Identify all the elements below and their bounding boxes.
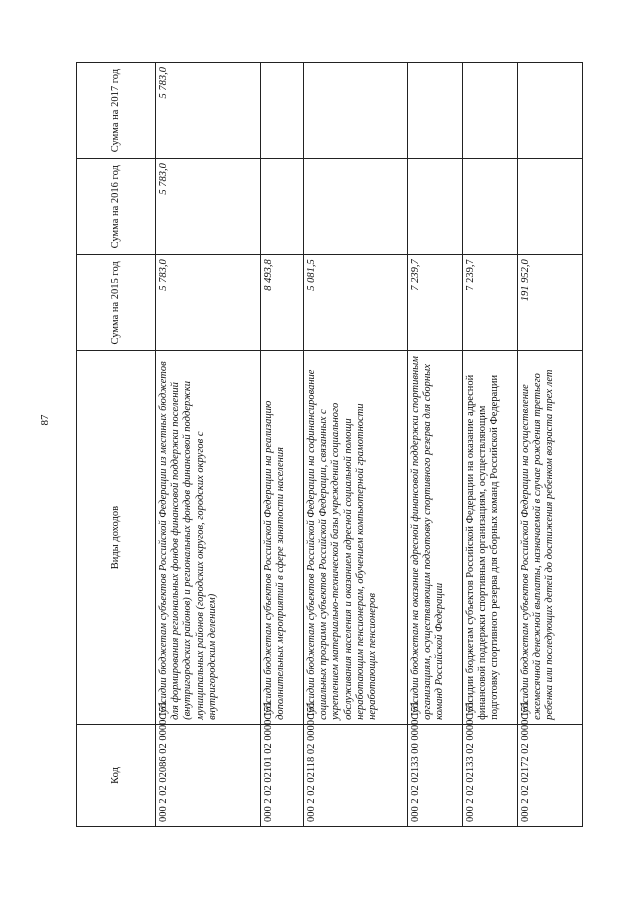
- page-number: 87: [39, 414, 51, 426]
- rotated-table-container: [76, 62, 556, 827]
- row-description: Субсидии бюджетам субъектов Российской Федерации на оказание адресной финансовой поддержки спортивным организациям, осуществляющим подготовку спортивного резерва для сборных команд Российской Федерации: [463, 351, 518, 724]
- row-sum-2017: [304, 63, 408, 159]
- header-description: Виды доходов: [77, 351, 156, 724]
- revenue-table: [76, 62, 583, 827]
- row-description: Субсидии бюджетам на оказание адресной финансовой поддержки спортивным организациям, осуществляющим подготовку спортивного резерва для сборных команд Российской Федерации: [408, 351, 463, 724]
- row-sum-2017: [408, 63, 463, 159]
- row-sum-2016: 5 783,0: [156, 159, 261, 255]
- row-sum-2015: 5 081,5: [304, 255, 408, 351]
- table-row: [518, 63, 583, 827]
- row-code: 000 2 02 02118 02 0000 151: [304, 724, 408, 826]
- row-code: 000 2 02 02133 00 0000 151: [408, 724, 463, 826]
- row-sum-2016: [261, 159, 304, 255]
- row-sum-2016: [304, 159, 408, 255]
- row-code: 000 2 02 02101 02 0000 151: [261, 724, 304, 826]
- row-code: 000 2 02 02133 02 0000 151: [463, 724, 518, 826]
- row-description: Субсидии бюджетам субъектов Российской Федерации на реализацию дополнительных мероприятий в сфере занятости населения: [261, 351, 304, 724]
- row-sum-2017: [518, 63, 583, 159]
- row-description: Субсидии бюджетам субъектов Российской Федерации на софинансирование социальных программ субъектов Российской Федерации, связанных с укреплением материально-технической базы учреждений социального обслуживания населения и оказанием адресной социальной помощи неработающим пенсионерам, обучением компьютерной грамотности неработающих пенсионеров: [304, 351, 408, 724]
- header-sum-2015: Сумма на 2015 год: [77, 255, 156, 351]
- row-sum-2015: 7 239,7: [463, 255, 518, 351]
- row-description: Субсидии бюджетам субъектов Российской Федерации из местных бюджетов для формирования региональных фондов финансовой поддержки поселений (внутригородских районов) и региональных фондов финансовой поддержки муниципальных районов (городских округов, городских округов с внутригородским делением): [156, 351, 261, 724]
- row-description: Субсидии бюджетам субъектов Российской Федерации на осуществление ежемесячной денежной выплаты, назначаемой в случае рождения третьего ребенка или последующих детей до достижения ребенком возраста трех лет: [518, 351, 583, 724]
- table-row: [463, 63, 518, 827]
- header-sum-2017: Сумма на 2017 год: [77, 63, 156, 159]
- table-header-row: [77, 63, 156, 827]
- row-sum-2017: [261, 63, 304, 159]
- row-code: 000 2 02 02172 02 0000 151: [518, 724, 583, 826]
- table-row: [156, 63, 261, 827]
- row-sum-2017: [463, 63, 518, 159]
- row-sum-2015: 191 952,0: [518, 255, 583, 351]
- row-sum-2017: 5 783,0: [156, 63, 261, 159]
- row-sum-2015: 7 239,7: [408, 255, 463, 351]
- table-row: [304, 63, 408, 827]
- row-code: 000 2 02 02086 02 0000 151: [156, 724, 261, 826]
- table-row: [408, 63, 463, 827]
- table-row: [261, 63, 304, 827]
- row-sum-2016: [518, 159, 583, 255]
- row-sum-2015: 8 493,8: [261, 255, 304, 351]
- row-sum-2016: [408, 159, 463, 255]
- row-sum-2015: 5 783,0: [156, 255, 261, 351]
- header-sum-2016: Сумма на 2016 год: [77, 159, 156, 255]
- header-code: Код: [77, 724, 156, 826]
- row-sum-2016: [463, 159, 518, 255]
